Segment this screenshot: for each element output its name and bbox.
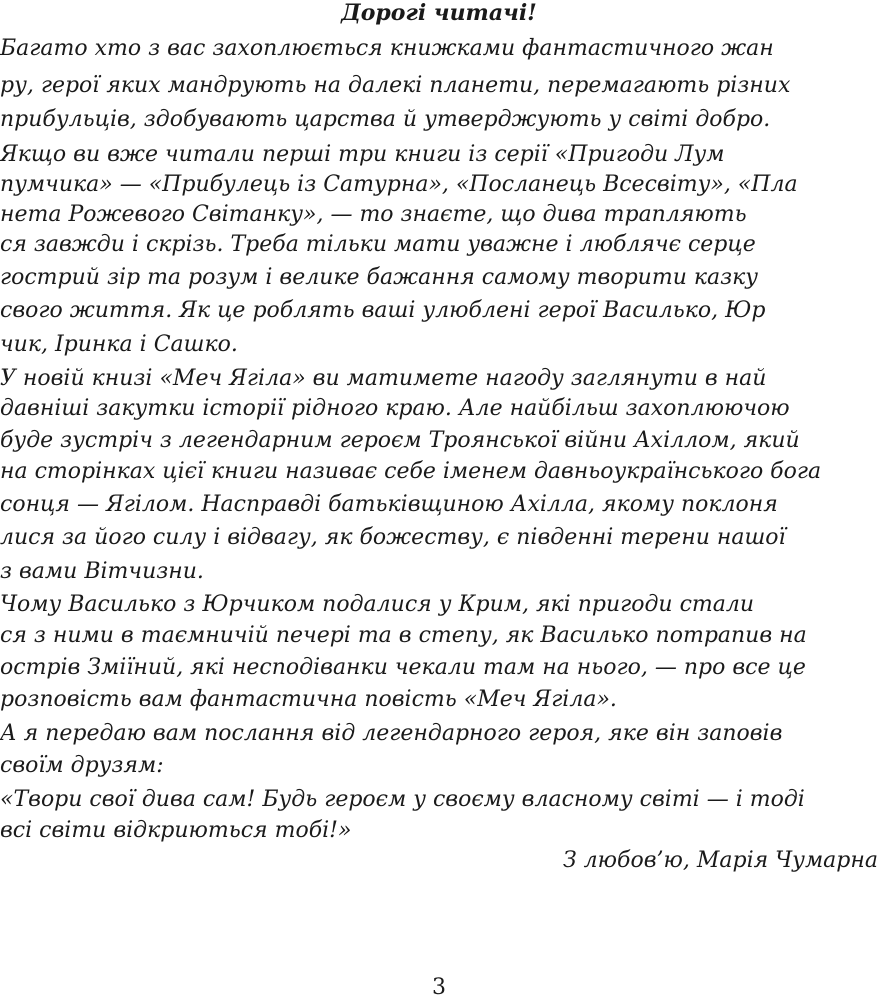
- text-line: ру, герої яких мандрують на далекі планети, перемагають різних: [0, 73, 791, 98]
- text-line: А я передаю вам послання від легендарного героя, яке він заповів: [0, 721, 783, 746]
- text-line: на сторінках цієї книги називає себе іменем давньоукраїнського бога: [0, 459, 822, 484]
- text-line: розповість вам фантастична повість «Меч Ягіла».: [0, 687, 617, 712]
- text-line: прибульців, здобувають царства й утверджують у світі добро.: [0, 107, 771, 132]
- text-line: Якщо ви вже читали перші три книги із серії «Пригоди Лум: [0, 142, 725, 167]
- text-line: Чому Василько з Юрчиком подалися у Крим, які пригоди стали: [0, 592, 755, 617]
- text-line: «Твори свої дива сам! Будь героєм у своєму власному світі — і тоді: [0, 787, 805, 812]
- text-line: лися за його силу і відвагу, як божеству, є південні терени нашої: [0, 525, 786, 550]
- text-line: з вами Вітчизни.: [0, 559, 204, 584]
- page-heading: Дорогі читачі!: [341, 0, 537, 26]
- page-number: 3: [432, 975, 446, 1000]
- text-line: буде зустріч з легендарним героєм Троянської війни Ахіллом, який: [0, 428, 800, 453]
- text-line: давніші закутки історії рідного краю. Але найбільш захоплюючою: [0, 396, 790, 421]
- text-line: Багато хто з вас захоплюється книжками фантастичного жан: [0, 36, 774, 61]
- author-signature: З любов’ю, Марія Чумарна: [562, 848, 878, 873]
- text-line: своїм друзям:: [0, 753, 164, 778]
- text-line: пумчика» — «Прибулець із Сатурна», «Посланець Всесвіту», «Пла: [0, 172, 798, 197]
- text-line: У новій книзі «Меч Ягіла» ви матимете нагоду заглянути в най: [0, 366, 767, 391]
- text-line: чик, Іринка і Сашко.: [0, 332, 238, 357]
- text-line: ся завжди і скрізь. Треба тільки мати уважне і люблячє серце: [0, 232, 756, 257]
- text-line: гострий зір та розум і велике бажання самому творити казку: [0, 265, 759, 290]
- text-line: всі світи відкриються тобі!»: [0, 818, 352, 843]
- text-line: острів Зміїний, які несподіванки чекали там на нього, — про все це: [0, 655, 806, 680]
- text-line: ся з ними в таємничій печері та в степу, як Василько потрапив на: [0, 623, 807, 648]
- text-line: сонця — Ягілом. Насправді батьківщиною Ахілла, якому поклоня: [0, 492, 778, 517]
- text-line: свого життя. Як це роблять ваші улюблені герої Василько, Юр: [0, 298, 766, 323]
- text-line: нета Рожевого Світанку», — то знаєте, що дива трапляють: [0, 202, 747, 227]
